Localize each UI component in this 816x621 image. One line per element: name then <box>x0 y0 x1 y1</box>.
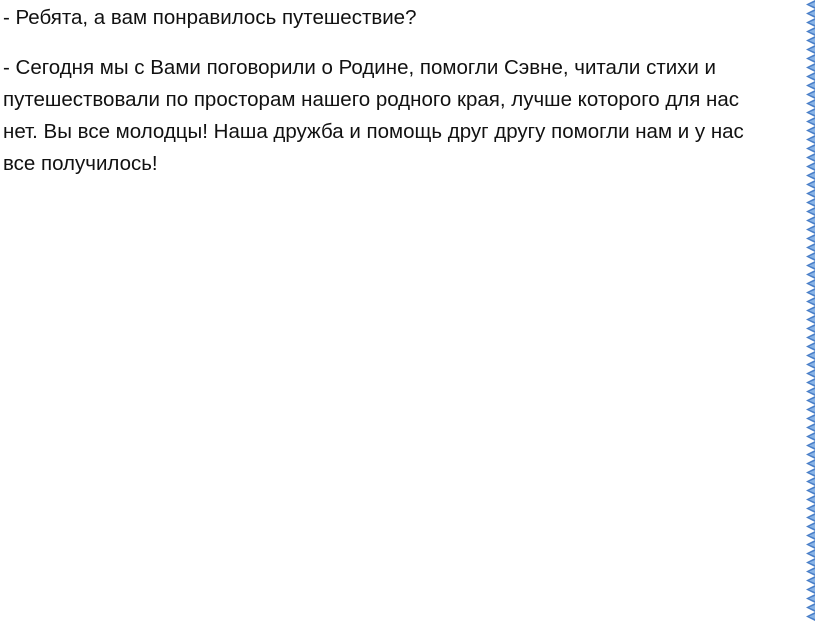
document-page <box>3 0 803 621</box>
question-paragraph: - Ребята, а вам понравилось путешествие? <box>3 6 417 29</box>
summary-line-3: нет. Вы все молодцы! Наша дружба и помощь друг другу помогли нам и у нас <box>3 120 744 143</box>
triangle-border-pattern <box>804 0 816 621</box>
summary-paragraph <box>3 52 744 180</box>
decorative-page-border <box>804 0 816 621</box>
summary-line-4: все получилось! <box>3 152 158 175</box>
summary-line-1: - Сегодня мы с Вами поговорили о Родине, помогли Сэвне, читали стихи и <box>3 56 717 79</box>
summary-line-2: путешествовали по просторам нашего родного края, лучше которого для нас <box>3 88 740 111</box>
